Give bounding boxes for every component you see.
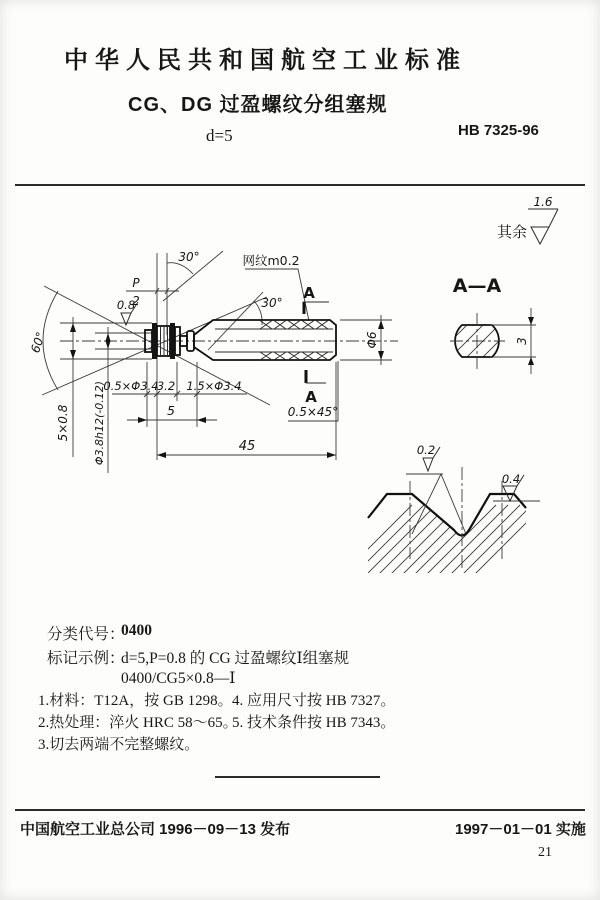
pitch-numerator: P [132,276,140,290]
arrowhead [70,323,76,332]
mid-angle-label: 30° [261,296,283,310]
standard-number: HB 7325-96 [458,122,539,139]
designation-label: 标记示例： [47,650,125,667]
arrowhead [106,341,111,349]
dim-groove-right: 1.5×Φ3.4 [186,379,242,393]
section-letter-bottom: A [305,388,317,406]
arrowhead [197,417,206,423]
technical-drawing [0,195,600,610]
dim-head-length: 5 [167,403,175,418]
dim-chamfer: 0.5×45° [287,405,339,419]
spec-designation: d=5 [206,126,233,145]
section-letter-top: A [303,284,315,302]
note-3: 3.切去两端不完整螺纹。 [38,737,200,753]
page-title: 中华人民共和国航空工业标准 [64,47,467,74]
dim-flats: 3 [515,337,529,345]
designation-code: 0400/CG5×0.8—Ⅰ [121,670,236,687]
thread-centerlines [410,467,502,571]
gauge-head [145,323,194,359]
head-roughness-value: 0.8 [116,298,136,312]
dim-thread-spec: 5×0.8 [56,404,70,442]
knurl-pattern [260,321,328,361]
arrowhead [70,350,76,359]
surface-note-prefix: 其余 [496,223,528,241]
arrowhead [327,452,336,458]
roughness-symbol-default [528,209,558,244]
dim-total-length: 45 [238,439,256,454]
arrowhead [157,452,166,458]
class-code-value: 0400 [121,622,152,639]
top-angle-label: 30° [178,250,200,264]
class-code-label: 分类代号： [47,626,125,643]
flank-roughness-value: 0.2 [416,443,436,457]
note-5: 5. 技术条件按 HB 7343。 [232,715,396,731]
page-number: 21 [538,845,552,860]
handle-chamfer-lines [215,329,333,352]
page-subtitle: CG、DG 过盈螺纹分组塞规 [128,94,388,116]
arrowhead [528,357,534,365]
angle-arc-top [167,263,193,274]
dim-shank-dia: Φ3.8h12(-0.12) [93,380,106,466]
cone-angle-label: 60° [28,330,49,355]
surface-note-value: 1.6 [533,195,553,209]
issuer-release-line: 中国航空工业总公司 1996－09－13 发布 [20,821,291,838]
arrowhead [378,320,384,329]
section-title: A—A [452,275,502,297]
short-divider [215,776,380,778]
dim-groove-left: 0.5×Φ3.4 [103,379,159,393]
arrowhead [106,333,111,341]
knurl-note: 网纹m0.2 [242,253,300,268]
arrowhead [138,417,147,423]
crest-roughness-value: 0.4 [501,472,521,486]
section-cut-marks [303,302,329,383]
note-4: 4. 应用尺寸按 HB 7327。 [232,693,396,709]
knurl-leader [245,269,309,321]
effective-date-line: 1997－01－01 实施 [455,821,586,838]
dim-mid: 3.2 [156,379,176,393]
dim-handle-dia: Φ6 [365,331,379,349]
note-1: 1.材料：T12A，按 GB 1298。 [38,693,233,709]
header-rule [15,184,585,186]
arrowhead [378,351,384,360]
arrowhead [528,317,534,325]
designation-example: d=5,P=0.8 的 CG 过盈螺纹Ⅰ组塞规 [121,650,350,667]
pitch-denominator: 2 [132,294,140,308]
note-2: 2.热处理：淬火 HRC 58～65。 [38,715,238,731]
section-crosshair [450,313,505,369]
footer-rule [15,809,585,811]
